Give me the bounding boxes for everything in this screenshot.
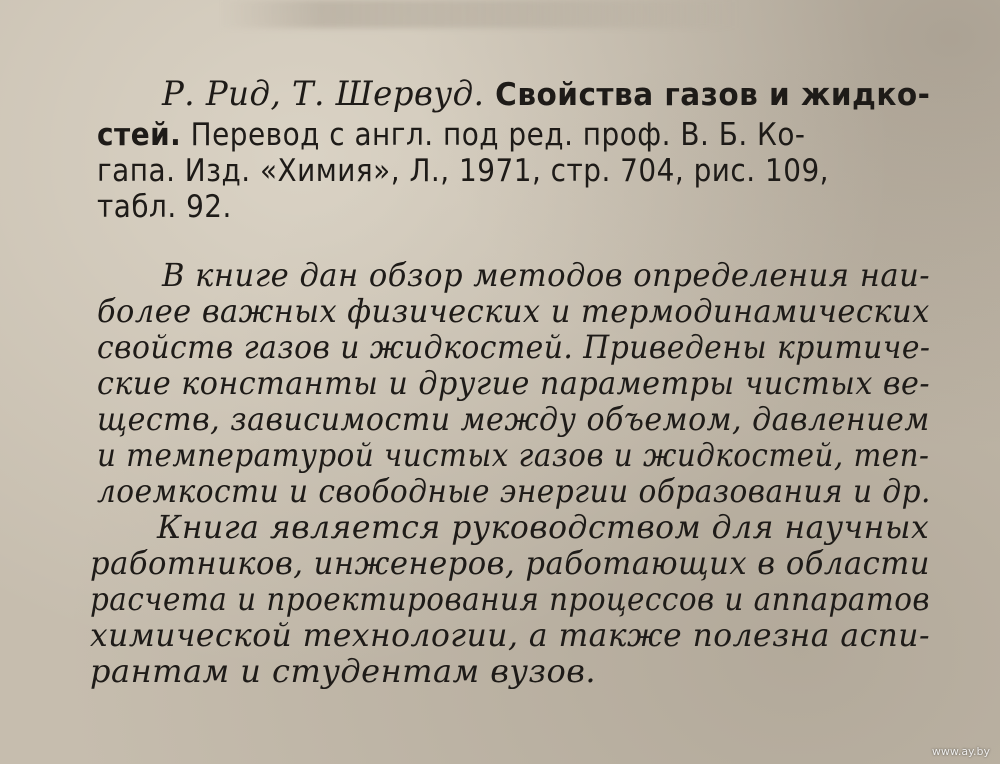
site-watermark: www.ay.by [931,745,990,758]
annotation-line: и температурой чистых газов и жидкостей, теп- [97,436,930,474]
page-show-through [220,0,740,28]
annotation-line: В книге дан обзор методов определения наи- [162,256,931,294]
annotation-line: более важных физических и термодинамических [97,292,930,330]
annotation-line: работников, инженеров, работающих в области [90,544,930,582]
annotation-line: рантам и студентам вузов. [90,652,596,690]
reference-line-1 [162,76,930,113]
annotation-line: химической технологии, а также полезна аспи- [90,616,931,654]
reference-title: Свойства газов и жидко- [495,77,931,113]
annotation-line: ские константы и другие параметры чистых ве- [97,364,931,402]
annotation-line: лоемкости и свободные энергии образования и др. [97,472,931,510]
reference-line-3: гапа. Изд. «Химия», Л., 1971, стр. 704, рис. 109, [97,153,830,189]
reference-translation: Перевод с англ. под ред. проф. В. Б. Ко- [190,117,806,153]
annotation-line: ществ, зависимости между объемом, давлением [97,400,930,438]
annotation-line: расчета и проектирования процессов и аппаратов [90,580,931,618]
annotation-line: свойств газов и жидкостей. Приведены критиче- [97,328,931,366]
reference-line-2 [97,117,805,153]
reference-line-4: табл. 92. [97,189,232,225]
annotation-line: Книга является руководством для научных [157,508,930,546]
reference-title-end: стей. [97,117,182,153]
reference-authors: Р. Рид, Т. Шервуд. [162,74,485,114]
